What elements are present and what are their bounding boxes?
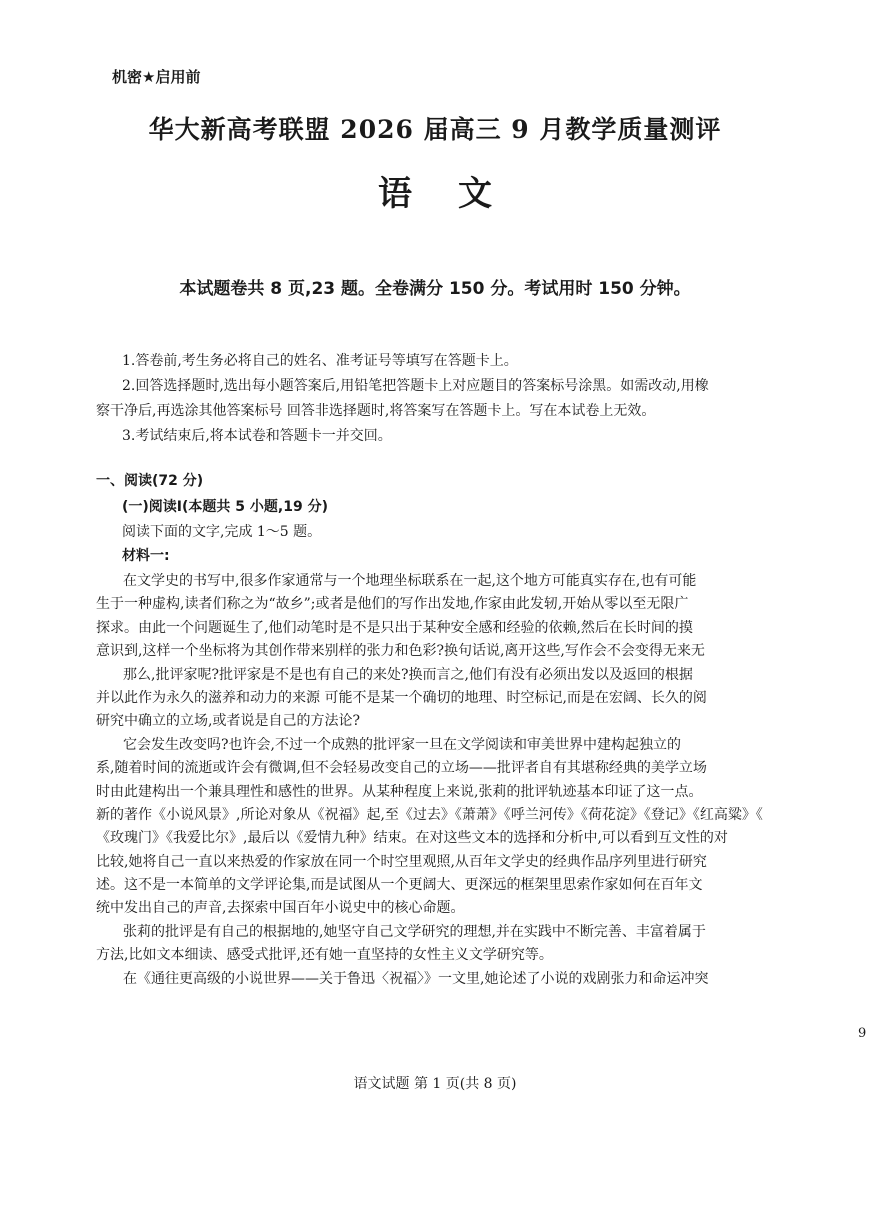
exam-title: 华大新高考联盟 2026 届高三 9 月教学质量测评 [148, 115, 722, 144]
subject-title: 语文 [378, 174, 538, 214]
passage-line: 统中发出自己的声音,去探索中国百年小说史中的核心命题。 [96, 900, 465, 917]
reading-direction: 阅读下面的文字,完成 1～5 题。 [122, 524, 322, 540]
confidential-label: 机密★启用前 [112, 68, 201, 86]
passage-line: 系,随着时间的流逝或许会有微调,但不会轻易改变自己的立场——批评者自有其堪称经典的美学立场 [96, 760, 707, 777]
instruction-2-continued: 察干净后,再选涂其他答案标号 回答非选择题时,将答案写在答题卡上。写在本试卷上无效。 [96, 403, 656, 419]
passage-line: 时由此建构出一个兼具理性和感性的世界。从某种程度上来说,张莉的批评轨迹基本印证了这一点。 [96, 783, 703, 800]
passage-line: 并以此作为永久的滋养和动力的来源 可能不是某一个确切的地理、时空标记,而是在宏阔、长久的阅 [96, 689, 707, 706]
subsection-title: (一)阅读Ⅰ(本题共 5 小题,19 分) [122, 499, 328, 515]
passage-line: 张莉的批评是有自己的根据地的,她坚守自己文学研究的理想,并在实践中不断完善、丰富着属于 [123, 923, 706, 940]
section-title: 一、阅读(72 分) [96, 473, 204, 489]
edge-mark: 9 [858, 1026, 867, 1041]
passage-line: 方法,比如文本细读、感受式批评,还有她一直坚持的女性主义文学研究等。 [96, 947, 553, 964]
passage-line: 《玫瑰门》《我爱比尔》,最后以《爱情九种》结束。在对这些文本的选择和分析中,可以看到互文性的对 [96, 830, 728, 847]
material-label: 材料一: [122, 548, 170, 564]
passage-line: 它会发生改变吗?也许会,不过一个成熟的批评家一旦在文学阅读和审美世界中建构起独立的 [123, 736, 681, 753]
passage-line: 研究中确立的立场,或者说是自己的方法论? [96, 713, 360, 730]
instruction-3: 3.考试结束后,将本试卷和答题卡一并交回。 [122, 428, 392, 444]
passage-line: 在文学史的书写中,很多作家通常与一个地理坐标联系在一起,这个地方可能真实存在,也有可能 [123, 573, 697, 589]
passage-line: 探求。由此一个问题诞生了,他们动笔时是不是只出于某种安全感和经验的依赖,然后在长时间的摸 [96, 619, 693, 636]
page-footer: 语文试题 第 1 页(共 8 页) [353, 1076, 517, 1092]
passage-line: 在《通往更高级的小说世界——关于鲁迅〈祝福〉》一文里,她论述了小说的戏剧张力和命运冲突 [123, 970, 709, 987]
instruction-2: 2.回答选择题时,选出每小题答案后,用铅笔把答题卡上对应题目的答案标号涂黑。如需改动,用橡 [122, 378, 709, 394]
exam-summary: 本试题卷共 8 页,23 题。全卷满分 150 分。考试用时 150 分钟。 [179, 279, 691, 299]
passage-line: 新的著作《小说风景》,所论对象从《祝福》起,至《过去》《萧萧》《呼兰河传》《荷花淀》《登记》《红高粱》《 [96, 806, 763, 823]
passage-line: 述。这不是一本简单的文学评论集,而是试图从一个更阔大、更深远的框架里思索作家如何在百年文 [96, 877, 703, 894]
instruction-1: 1.答卷前,考生务必将自己的姓名、准考证号等填写在答题卡上。 [122, 353, 518, 369]
passage-line: 那么,批评家呢?批评家是不是也有自己的来处?换而言之,他们有没有必须出发以及返回的根据 [123, 666, 693, 683]
passage-line: 比较,她将自己一直以来热爱的作家放在同一个时空里观照,从百年文学史的经典作品序列里进行研究 [96, 853, 707, 870]
passage-body [96, 570, 870, 991]
passage-line: 生于一种虚构,读者们称之为“故乡”;或者是他们的写作出发地,作家由此发轫,开始从零以至无限广 [96, 596, 689, 613]
passage-line: 意识到,这样一个坐标将为其创作带来别样的张力和色彩?换句话说,离开这些,写作会不会变得无来无 [96, 643, 705, 660]
